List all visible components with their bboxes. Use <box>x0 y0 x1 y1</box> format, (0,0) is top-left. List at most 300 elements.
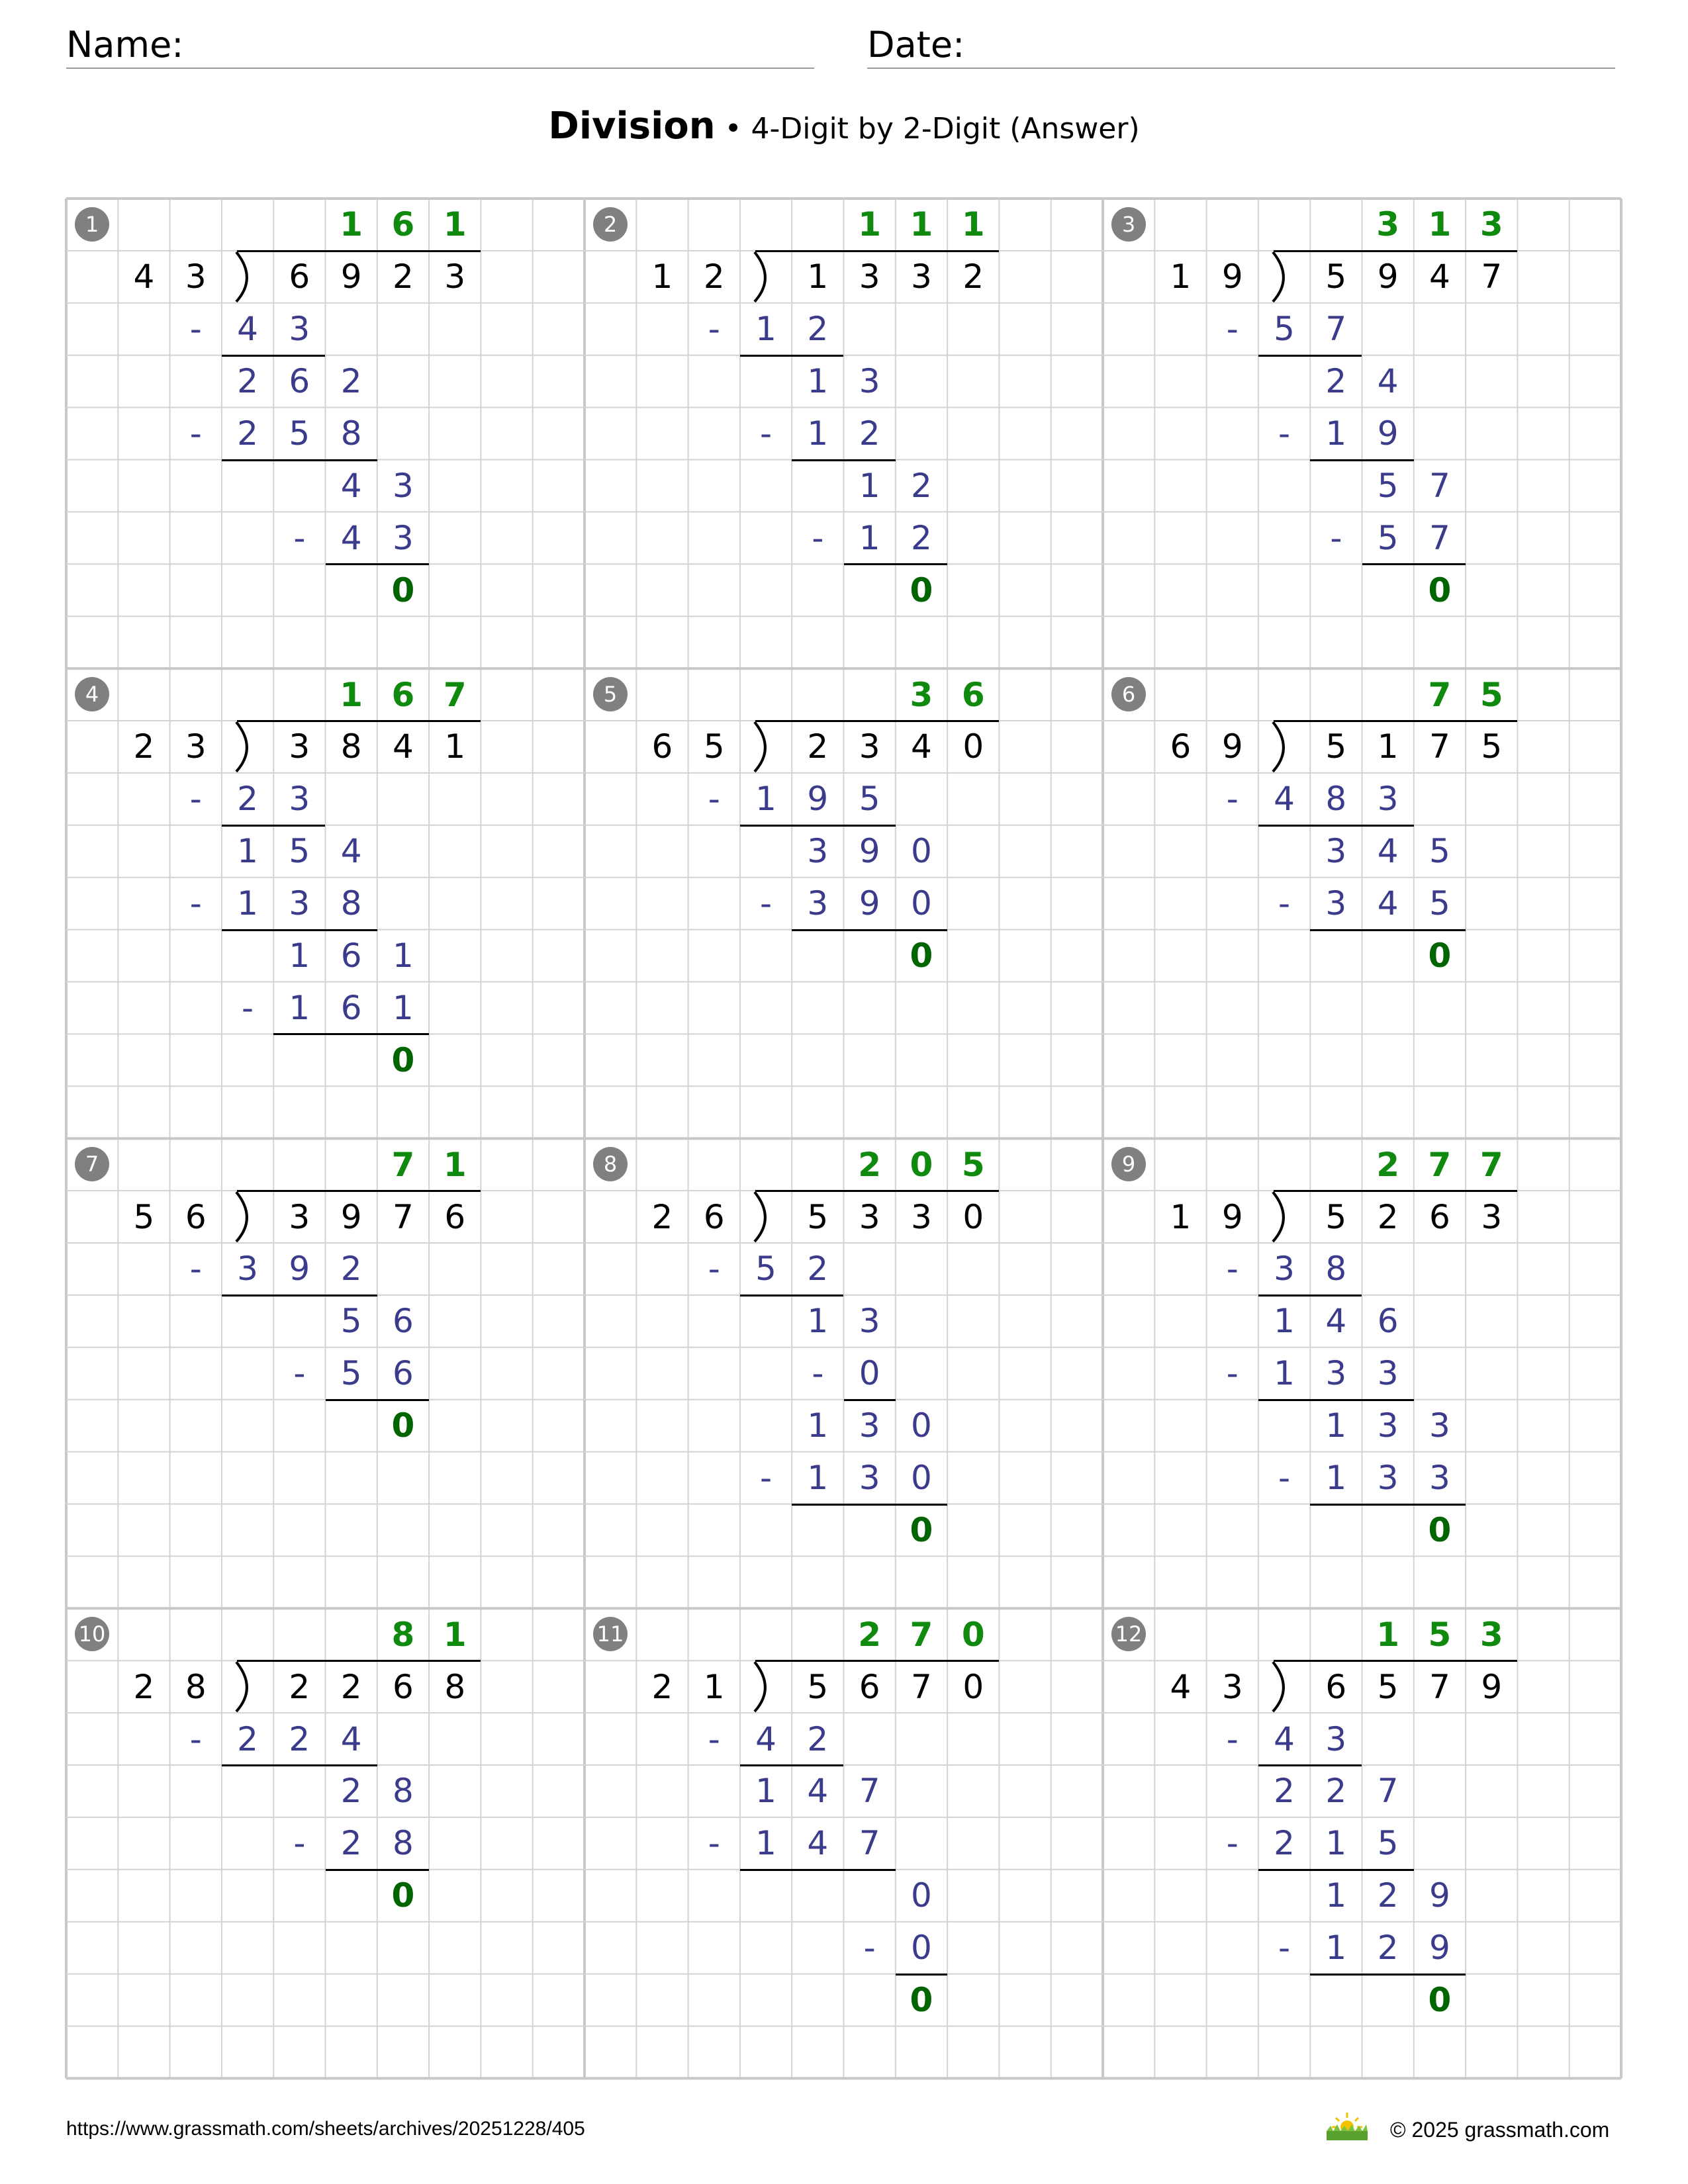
work-digit: 5 <box>289 414 310 453</box>
problem-number-badge: 4 <box>75 677 109 711</box>
minus-sign: - <box>708 780 720 819</box>
work-digit: 2 <box>1377 1876 1399 1915</box>
work-digit: 3 <box>1325 1719 1347 1758</box>
minus-sign: - <box>1330 518 1342 557</box>
quotient-digit: 1 <box>443 1145 467 1184</box>
dividend-digit: 2 <box>289 1667 310 1706</box>
dividend-digit: 3 <box>859 1197 880 1236</box>
minus-sign: - <box>1278 1459 1291 1498</box>
divisor-digit: 1 <box>1170 257 1192 296</box>
minus-sign: - <box>760 884 773 923</box>
division-bracket <box>1273 722 1284 772</box>
quotient-digit: 2 <box>858 1145 882 1184</box>
division-bracket <box>236 1192 247 1242</box>
work-digit: 1 <box>1325 1824 1347 1863</box>
work-digit: 1 <box>289 936 310 976</box>
work-digit: 3 <box>1325 1354 1347 1393</box>
work-digit: 1 <box>237 832 258 871</box>
work-digit: 0 <box>911 884 932 923</box>
divisor-digit: 6 <box>703 1197 725 1236</box>
remainder-digit: 0 <box>910 1981 933 2020</box>
minus-sign: - <box>760 1459 773 1498</box>
work-digit: 3 <box>1274 1250 1295 1289</box>
divisor-digit: 3 <box>185 257 207 296</box>
dividend-digit: 6 <box>393 1667 414 1706</box>
divisor-digit: 1 <box>703 1667 725 1706</box>
work-digit: 1 <box>807 1302 829 1341</box>
work-digit: 3 <box>859 1302 880 1341</box>
work-digit: 6 <box>340 988 362 1027</box>
problem-number-badge: 9 <box>1111 1147 1146 1181</box>
work-digit: 7 <box>859 1772 880 1811</box>
divisor-digit: 1 <box>651 257 673 296</box>
dividend-digit: 3 <box>1481 1197 1503 1236</box>
dividend-digit: 1 <box>1377 727 1399 766</box>
work-digit: 6 <box>393 1302 414 1341</box>
dividend-digit: 6 <box>444 1197 466 1236</box>
divisor-digit: 6 <box>1170 727 1192 766</box>
work-digit: 4 <box>807 1824 829 1863</box>
work-digit: 4 <box>340 1719 362 1758</box>
quotient-digit: 5 <box>961 1145 985 1184</box>
work-digit: 2 <box>340 1250 362 1289</box>
quotient-digit: 0 <box>910 1145 933 1184</box>
minus-sign: - <box>708 1250 720 1289</box>
work-digit: 6 <box>1377 1302 1399 1341</box>
work-digit: 4 <box>340 466 362 505</box>
minus-sign: - <box>189 884 202 923</box>
dividend-digit: 7 <box>911 1667 932 1706</box>
work-digit: 3 <box>1377 780 1399 819</box>
dividend-digit: 7 <box>1429 1667 1450 1706</box>
work-digit: 3 <box>393 466 414 505</box>
work-digit: 1 <box>1325 1876 1347 1915</box>
work-digit: 2 <box>807 1719 829 1758</box>
work-digit: 5 <box>1429 884 1450 923</box>
work-digit: 7 <box>859 1824 880 1863</box>
work-digit: 9 <box>289 1250 310 1289</box>
work-digit: 2 <box>807 310 829 349</box>
work-digit: 5 <box>1377 466 1399 505</box>
dividend-digit: 9 <box>1481 1667 1503 1706</box>
dividend-digit: 4 <box>911 727 932 766</box>
division-bracket <box>1273 1192 1284 1242</box>
minus-sign: - <box>1226 1824 1239 1863</box>
title-main: Division <box>548 105 716 148</box>
work-digit: 1 <box>755 1772 776 1811</box>
divisor-digit: 9 <box>1221 1197 1243 1236</box>
minus-sign: - <box>812 518 824 557</box>
quotient-digit: 2 <box>1376 1145 1400 1184</box>
minus-sign: - <box>760 414 773 453</box>
dividend-digit: 3 <box>859 257 880 296</box>
work-digit: 7 <box>1325 310 1347 349</box>
work-digit: 5 <box>1377 1824 1399 1863</box>
minus-sign: - <box>1226 1250 1239 1289</box>
quotient-digit: 1 <box>443 205 467 244</box>
minus-sign: - <box>1278 1929 1291 1968</box>
quotient-digit: 1 <box>340 675 363 714</box>
minus-sign: - <box>863 1929 876 1968</box>
work-digit: 6 <box>393 1354 414 1393</box>
remainder-digit: 0 <box>1428 1510 1452 1549</box>
work-digit: 4 <box>340 518 362 557</box>
dividend-digit: 5 <box>1481 727 1503 766</box>
work-digit: 0 <box>911 1876 932 1915</box>
work-digit: 2 <box>1325 1772 1347 1811</box>
divisor-digit: 6 <box>651 727 673 766</box>
problem-number-badge: 11 <box>593 1617 628 1651</box>
work-digit: 5 <box>859 780 880 819</box>
work-digit: 4 <box>340 832 362 871</box>
work-digit: 7 <box>1429 466 1450 505</box>
dividend-digit: 8 <box>340 727 362 766</box>
dividend-digit: 6 <box>1429 1197 1450 1236</box>
work-digit: 5 <box>1429 832 1450 871</box>
work-digit: 8 <box>393 1772 414 1811</box>
dividend-digit: 4 <box>393 727 414 766</box>
remainder-digit: 0 <box>1428 570 1452 610</box>
quotient-digit: 3 <box>1479 1615 1503 1654</box>
work-digit: 9 <box>859 884 880 923</box>
divisor-digit: 6 <box>185 1197 207 1236</box>
problem-number-badge: 8 <box>593 1147 628 1181</box>
dividend-digit: 2 <box>1377 1197 1399 1236</box>
divisor-digit: 9 <box>1221 257 1243 296</box>
work-digit: 1 <box>807 414 829 453</box>
quotient-digit: 2 <box>858 1615 882 1654</box>
work-digit: 1 <box>1325 1459 1347 1498</box>
work-digit: 2 <box>289 1719 310 1758</box>
quotient-digit: 3 <box>910 675 933 714</box>
division-bracket <box>236 1662 247 1711</box>
work-digit: 1 <box>289 988 310 1027</box>
problem-number-badge: 6 <box>1111 677 1146 711</box>
minus-sign: - <box>1226 1719 1239 1758</box>
work-digit: 3 <box>289 310 310 349</box>
work-digit: 3 <box>1377 1354 1399 1393</box>
work-digit: 2 <box>237 414 258 453</box>
work-digit: 4 <box>237 310 258 349</box>
work-digit: 1 <box>755 310 776 349</box>
work-digit: 3 <box>1325 832 1347 871</box>
problem-number-badge: 1 <box>75 207 109 242</box>
work-digit: 1 <box>237 884 258 923</box>
work-digit: 8 <box>1325 780 1347 819</box>
work-digit: 1 <box>1274 1302 1295 1341</box>
dividend-digit: 7 <box>1481 257 1503 296</box>
work-digit: 2 <box>1274 1772 1295 1811</box>
work-digit: 4 <box>1377 884 1399 923</box>
work-digit: 9 <box>1377 414 1399 453</box>
work-digit: 2 <box>1325 362 1347 401</box>
divisor-digit: 2 <box>651 1667 673 1706</box>
dividend-digit: 3 <box>289 1197 310 1236</box>
quotient-digit: 1 <box>1376 1615 1400 1654</box>
work-digit: 5 <box>1377 518 1399 557</box>
dividend-digit: 5 <box>807 1197 829 1236</box>
dividend-digit: 3 <box>911 1197 932 1236</box>
divisor-digit: 8 <box>185 1667 207 1706</box>
work-digit: 3 <box>1377 1459 1399 1498</box>
division-bracket <box>1273 1662 1284 1711</box>
minus-sign: - <box>1278 884 1291 923</box>
dividend-digit: 0 <box>962 1667 984 1706</box>
minus-sign: - <box>812 1354 824 1393</box>
work-digit: 5 <box>289 832 310 871</box>
dividend-digit: 2 <box>807 727 829 766</box>
minus-sign: - <box>1278 414 1291 453</box>
work-digit: 2 <box>237 1719 258 1758</box>
quotient-digit: 3 <box>1376 205 1400 244</box>
quotient-digit: 1 <box>961 205 985 244</box>
division-bracket <box>755 1662 765 1711</box>
work-digit: 8 <box>1325 1250 1347 1289</box>
work-digit: 2 <box>237 362 258 401</box>
quotient-digit: 1 <box>858 205 882 244</box>
minus-sign: - <box>1226 1354 1239 1393</box>
problem-number-badge: 12 <box>1111 1617 1146 1651</box>
dividend-digit: 1 <box>807 257 829 296</box>
quotient-digit: 6 <box>961 675 985 714</box>
division-bracket <box>755 252 765 302</box>
work-digit: 4 <box>1274 780 1295 819</box>
work-digit: 5 <box>1274 310 1295 349</box>
minus-sign: - <box>293 518 306 557</box>
divisor-digit: 9 <box>1221 727 1243 766</box>
work-digit: 2 <box>340 362 362 401</box>
divisor-digit: 1 <box>1170 1197 1192 1236</box>
divisor-digit: 2 <box>703 257 725 296</box>
work-digit: 2 <box>911 466 932 505</box>
quotient-digit: 5 <box>1428 1615 1452 1654</box>
division-bracket <box>236 252 247 302</box>
remainder-digit: 0 <box>391 570 415 610</box>
problem-number-badge: 5 <box>593 677 628 711</box>
dividend-digit: 3 <box>911 257 932 296</box>
work-digit: 8 <box>340 884 362 923</box>
division-bracket <box>1273 252 1284 302</box>
minus-sign: - <box>189 1719 202 1758</box>
minus-sign: - <box>708 1824 720 1863</box>
quotient-digit: 0 <box>961 1615 985 1654</box>
work-digit: 3 <box>807 884 829 923</box>
work-digit: 1 <box>393 988 414 1027</box>
quotient-digit: 3 <box>1479 205 1503 244</box>
divisor-digit: 4 <box>133 257 155 296</box>
divisor-digit: 4 <box>1170 1667 1192 1706</box>
quotient-digit: 1 <box>1428 205 1452 244</box>
work-digit: 5 <box>340 1302 362 1341</box>
work-digit: 1 <box>1325 1406 1347 1445</box>
dividend-digit: 2 <box>962 257 984 296</box>
minus-sign: - <box>708 310 720 349</box>
divisor-digit: 2 <box>651 1197 673 1236</box>
work-digit: 2 <box>807 1250 829 1289</box>
work-digit: 4 <box>1377 362 1399 401</box>
problem-number-badge: 10 <box>75 1617 109 1651</box>
work-digit: 6 <box>289 362 310 401</box>
quotient-digit: 1 <box>910 205 933 244</box>
name-label: Name: <box>66 24 184 66</box>
quotient-digit: 1 <box>443 1615 467 1654</box>
work-digit: 1 <box>859 518 880 557</box>
work-digit: 2 <box>859 414 880 453</box>
quotient-digit: 6 <box>391 205 415 244</box>
divisor-digit: 3 <box>185 727 207 766</box>
work-digit: 3 <box>807 832 829 871</box>
work-digit: 2 <box>340 1824 362 1863</box>
dividend-digit: 0 <box>962 727 984 766</box>
minus-sign: - <box>189 310 202 349</box>
work-digit: 7 <box>1377 1772 1399 1811</box>
work-digit: 1 <box>755 1824 776 1863</box>
work-digit: 3 <box>289 884 310 923</box>
work-digit: 4 <box>755 1719 776 1758</box>
quotient-digit: 7 <box>443 675 467 714</box>
work-digit: 4 <box>1377 832 1399 871</box>
work-digit: 3 <box>1325 884 1347 923</box>
footer-url: https://www.grassmath.com/sheets/archives/20251228/405 <box>66 2118 585 2140</box>
work-digit: 3 <box>237 1250 258 1289</box>
work-digit: 3 <box>859 362 880 401</box>
dividend-digit: 7 <box>1429 727 1450 766</box>
dividend-digit: 5 <box>1377 1667 1399 1706</box>
divisor-digit: 5 <box>133 1197 155 1236</box>
work-digit: 8 <box>340 414 362 453</box>
work-digit: 1 <box>393 936 414 976</box>
remainder-digit: 0 <box>391 1040 415 1079</box>
dividend-digit: 5 <box>807 1667 829 1706</box>
quotient-digit: 8 <box>391 1615 415 1654</box>
dividend-digit: 7 <box>393 1197 414 1236</box>
work-digit: 7 <box>1429 518 1450 557</box>
remainder-digit: 0 <box>910 936 933 976</box>
divisor-digit: 3 <box>1221 1667 1243 1706</box>
divisor-digit: 2 <box>133 1667 155 1706</box>
division-bracket <box>755 1192 765 1242</box>
dividend-digit: 5 <box>1325 1197 1347 1236</box>
dividend-digit: 2 <box>393 257 414 296</box>
division-bracket <box>755 722 765 772</box>
work-digit: 1 <box>1325 414 1347 453</box>
remainder-digit: 0 <box>910 570 933 610</box>
work-digit: 4 <box>807 1772 829 1811</box>
quotient-digit: 7 <box>910 1615 933 1654</box>
quotient-digit: 6 <box>391 675 415 714</box>
remainder-digit: 0 <box>910 1510 933 1549</box>
work-digit: 3 <box>1377 1406 1399 1445</box>
work-digit: 5 <box>340 1354 362 1393</box>
work-digit: 9 <box>1429 1929 1450 1968</box>
work-digit: 9 <box>807 780 829 819</box>
work-digit: 2 <box>1274 1824 1295 1863</box>
work-digit: 4 <box>1274 1719 1295 1758</box>
quotient-digit: 5 <box>1479 675 1503 714</box>
dividend-digit: 6 <box>1325 1667 1347 1706</box>
work-digit: 0 <box>911 1929 932 1968</box>
work-digit: 3 <box>1429 1459 1450 1498</box>
dividend-digit: 2 <box>340 1667 362 1706</box>
work-digit: 3 <box>289 780 310 819</box>
dividend-digit: 6 <box>289 257 310 296</box>
minus-sign: - <box>1226 780 1239 819</box>
work-digit: 1 <box>807 1459 829 1498</box>
work-digit: 5 <box>755 1250 776 1289</box>
quotient-digit: 7 <box>1479 1145 1503 1184</box>
dividend-digit: 9 <box>340 257 362 296</box>
work-digit: 1 <box>755 780 776 819</box>
minus-sign: - <box>242 988 254 1027</box>
work-digit: 2 <box>911 518 932 557</box>
work-digit: 6 <box>340 936 362 976</box>
minus-sign: - <box>189 1250 202 1289</box>
work-digit: 1 <box>1325 1929 1347 1968</box>
dividend-digit: 9 <box>340 1197 362 1236</box>
minus-sign: - <box>708 1719 720 1758</box>
work-digit: 2 <box>237 780 258 819</box>
work-digit: 1 <box>1274 1354 1295 1393</box>
divisor-digit: 5 <box>703 727 725 766</box>
dividend-digit: 5 <box>1325 727 1347 766</box>
dividend-digit: 3 <box>289 727 310 766</box>
title-sub: • 4-Digit by 2-Digit (Answer) <box>724 112 1140 146</box>
dividend-digit: 1 <box>444 727 466 766</box>
problem-number-badge: 7 <box>75 1147 109 1181</box>
minus-sign: - <box>293 1354 306 1393</box>
remainder-digit: 0 <box>1428 1981 1452 2020</box>
division-bracket <box>236 722 247 772</box>
dividend-digit: 0 <box>962 1197 984 1236</box>
quotient-digit: 7 <box>1428 675 1452 714</box>
footer-copyright: © 2025 grassmath.com <box>1390 2118 1610 2142</box>
work-digit: 0 <box>911 1459 932 1498</box>
minus-sign: - <box>189 780 202 819</box>
remainder-digit: 0 <box>391 1406 415 1445</box>
problem-number-badge: 3 <box>1111 207 1146 242</box>
work-digit: 8 <box>393 1824 414 1863</box>
work-digit: 3 <box>859 1459 880 1498</box>
dividend-digit: 6 <box>859 1667 880 1706</box>
minus-sign: - <box>189 414 202 453</box>
work-digit: 9 <box>859 832 880 871</box>
work-digit: 2 <box>1377 1929 1399 1968</box>
grass-logo-icon <box>1324 2110 1370 2143</box>
work-digit: 2 <box>340 1772 362 1811</box>
work-digit: 4 <box>1325 1302 1347 1341</box>
dividend-digit: 8 <box>444 1667 466 1706</box>
work-digit: 3 <box>1429 1406 1450 1445</box>
dividend-digit: 9 <box>1377 257 1399 296</box>
work-digit: 3 <box>393 518 414 557</box>
quotient-digit: 7 <box>1428 1145 1452 1184</box>
minus-sign: - <box>1226 310 1239 349</box>
date-label: Date: <box>867 24 965 66</box>
work-digit: 9 <box>1429 1876 1450 1915</box>
problem-number-badge: 2 <box>593 207 628 242</box>
dividend-digit: 3 <box>444 257 466 296</box>
work-digit: 0 <box>859 1354 880 1393</box>
work-digit: 3 <box>859 1406 880 1445</box>
quotient-digit: 7 <box>391 1145 415 1184</box>
dividend-digit: 5 <box>1325 257 1347 296</box>
quotient-digit: 1 <box>340 205 363 244</box>
work-digit: 1 <box>807 1406 829 1445</box>
divisor-digit: 2 <box>133 727 155 766</box>
dividend-digit: 4 <box>1429 257 1450 296</box>
remainder-digit: 0 <box>391 1876 415 1915</box>
work-digit: 1 <box>807 362 829 401</box>
